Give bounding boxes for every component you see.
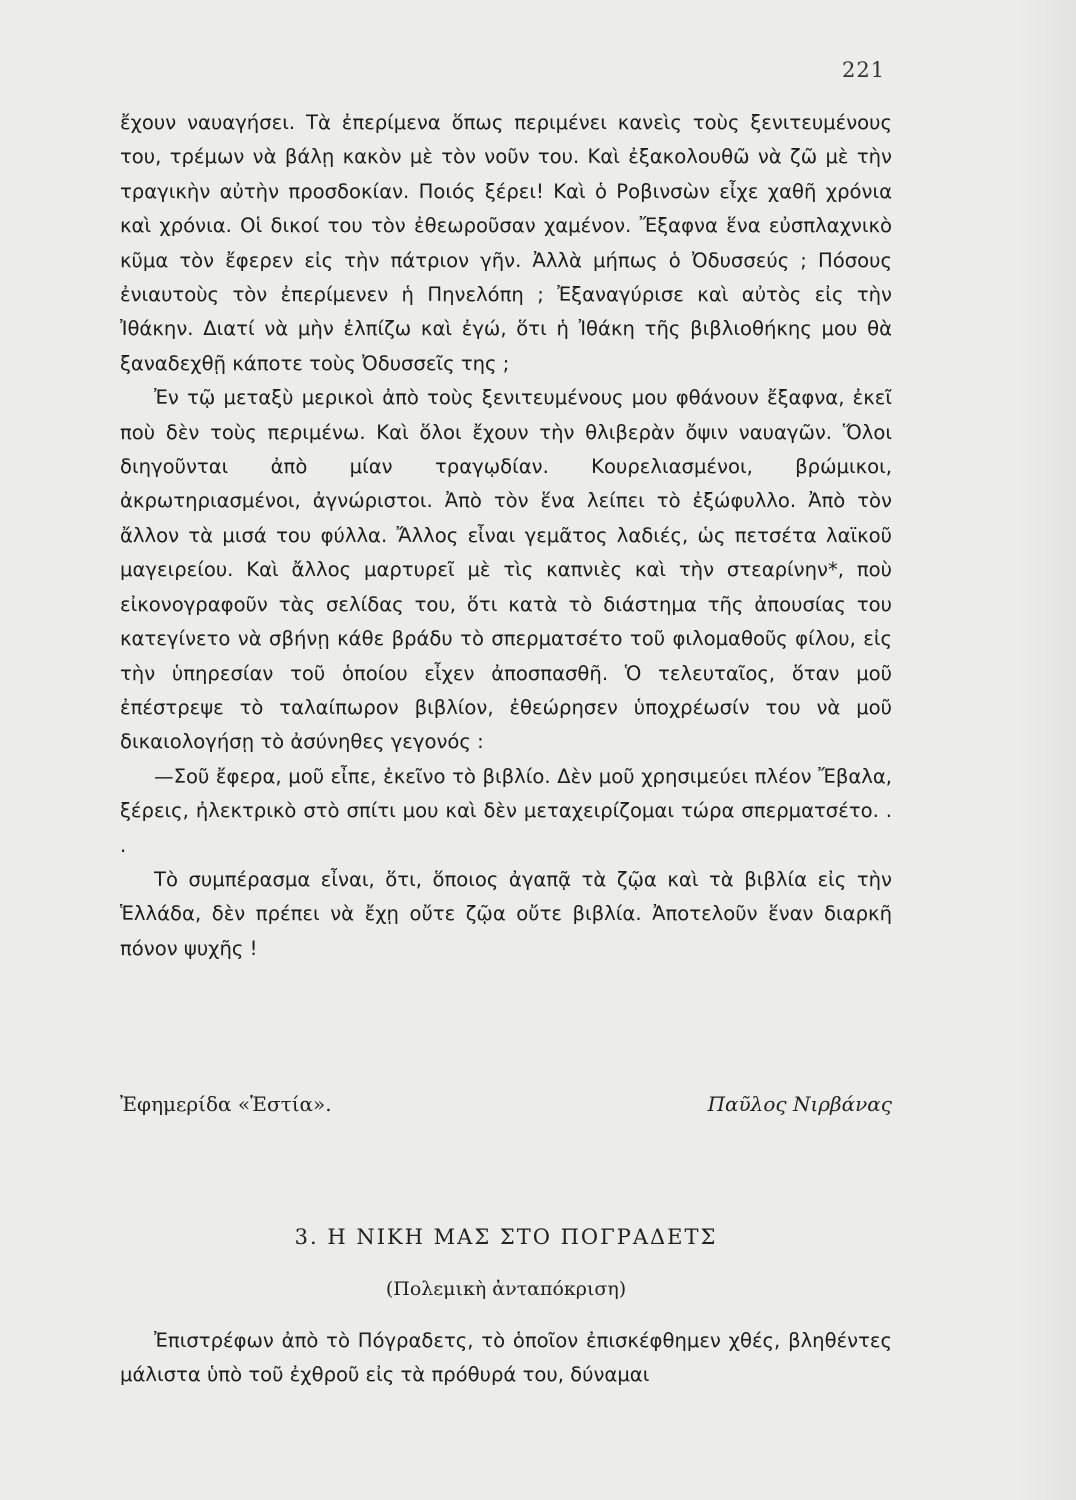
section-paragraph: Ἐπιστρέφων ἀπὸ τὸ Πόγραδετς, τὸ ὁποῖον ἐπισκέφθημεν χθές, βληθέντες μάλιστα ὑπὸ τοῦ ἐχθροῦ εἰς τὰ πρόθυρά του, δύναμαι — [120, 1329, 892, 1387]
paragraph-3: —Σοῦ ἔφερα, μοῦ εἶπε, ἐκεῖνο τὸ βιβλίο. Δὲν μοῦ χρησιμεύει πλέον Ἔβαλα, ξέρεις, ἠλεκτρικὸ στὸ σπίτι μου καὶ δὲν μεταχειρίζομαι τώρα σπερματσέτο. . . — [120, 764, 892, 857]
signature-row — [120, 1092, 892, 1128]
article-source: Ἐφημερίδα «Ἑστία». — [120, 1092, 332, 1116]
page-edge-shade — [1016, 0, 1076, 1500]
section-body — [120, 1324, 892, 1393]
article-body — [120, 106, 892, 966]
paragraph-2: Ἐν τῷ μεταξὺ μερικοὶ ἀπὸ τοὺς ξενιτευμένους μου φθάνουν ἔξαφνα, ἐκεῖ ποὺ δὲν τοὺς περιμένω. Καὶ ὅλοι ἔχουν τὴν θλιβερὰν ὄψιν ναυαγῶν. Ὅλοι διηγοῦνται ἀπὸ μίαν τραγῳδίαν. Κουρελιασμένοι, βρώμικοι, ἀκρωτηριασμένοι, ἀγνώριστοι. Ἀπὸ τὸν ἕνα λείπει τὸ ἐξώφυλλο. Ἀπὸ τὸν ἄλλον τὰ μισά του φύλλα. Ἄλλος εἶναι γεμᾶτος λαδιές, ὡς πετσέτα λαϊκοῦ μαγειρείου. Καὶ ἄλλος μαρτυρεῖ μὲ τὶς καπνιὲς καὶ τὴν στεαρίνην*, ποὺ εἰκονογραφοῦν τὰς σελίδας του, ὅτι κατὰ τὸ διάστημα τῆς ἀπουσίας του κατεγίνετο νὰ σβήνῃ κάθε βράδυ τὸ σπερματσέτο τοῦ φιλομαθοῦς φίλου, εἰς τὴν ὑπηρεσίαν τοῦ ὁποίου εἶχεν ἀποσπασθῆ. Ὁ τελευταῖος, ὅταν μοῦ ἐπέστρεψε τὸ ταλαίπωρον βιβλίον, ἐθεώρησεν ὑποχρέωσίν του νὰ μοῦ δικαιολογήσῃ τὸ ἀσύνηθες γεγονός : — [120, 386, 892, 754]
section-subtitle: (Πολεμικὴ ἀνταπόκριση) — [385, 1278, 627, 1300]
paragraph-4: Τὸ συμπέρασμα εἶναι, ὅτι, ὅποιος ἀγαπᾷ τὰ ζῷα καὶ τὰ βιβλία εἰς τὴν Ἑλλάδα, δὲν πρέπει νὰ ἔχῃ οὔτε ζῷα οὔτε βιβλία. Ἀποτελοῦν ἕναν διαρκῆ πόνον ψυχῆς ! — [120, 867, 892, 960]
paragraph-1: ἔχουν ναυαγήσει. Τὰ ἐπερίμενα ὅπως περιμένει κανεὶς τοὺς ξενιτευμένους του, τρέμων νὰ βάλῃ κακὸν μὲ τὸν νοῦν του. Καὶ ἐξακολουθῶ νὰ ζῶ μὲ τὴν τραγικὴν αὐτὴν προσδοκίαν. Ποιός ξέρει! Καὶ ὁ Ροβινσὼν εἶχε χαθῆ χρόνια καὶ χρόνια. Οἱ δικοί του τὸν ἐθεωροῦσαν χαμένον. Ἔξαφνα ἕνα εὐσπλαχνικὸ κῦμα τὸν ἔφερεν εἰς τὴν πάτριον γῆν. Ἀλλὰ μήπως ὁ Ὀδυσσεύς ; Πόσους ἐνιαυτοὺς τὸν ἐπερίμενεν ἡ Πηνελόπη ; Ἐξαναγύρισε καὶ αὐτὸς εἰς τὴν Ἰθάκην. Διατί νὰ μὴν ἐλπίζω καὶ ἐγώ, ὅτι ἡ Ἰθάκη τῆς βιβλιοθήκης μου θὰ ξαναδεχθῇ κάποτε τοὺς Ὀδυσσεῖς της ; — [120, 111, 892, 375]
page-number: 221 — [842, 58, 886, 82]
article-author: Παῦλος Νιρβάνας — [707, 1092, 892, 1116]
section-title: 3. Η ΝΙΚΗ ΜΑΣ ΣΤΟ ΠΟΓΡΑΔΕΤΣ — [294, 1225, 718, 1249]
